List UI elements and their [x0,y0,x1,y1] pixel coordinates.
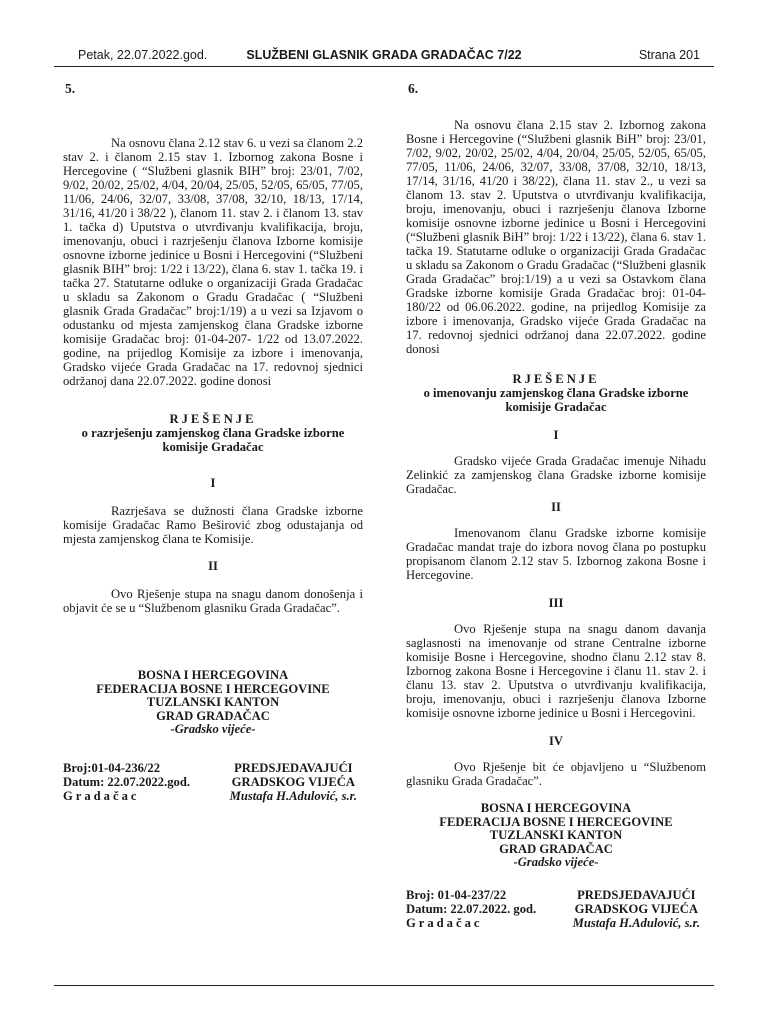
decision-subtitle: o razrješenju zamjenskog člana Gradske izborne komisije Gradačac [81,426,345,454]
decision-date: Datum: 22.07.2022.god. [63,774,190,789]
issue-date: Petak, 22.07.2022.god. [78,48,208,62]
authority-line: BOSNA I HERCEGOVINA [137,668,289,682]
section-text: Ovo Rješenje stupa na snagu danom davanja saglasnosti na imenovanje od strane Centralne izborne komisije Bosne i Hercegovine, shodno članu 2.12 stav 8. Izbornog zakona Bosne i Hercegovine i članu 11. stav 2. i članu 13. stav 2. Uputstva o utvrđivanju kvalifikacija, broju, imenovanju, obuci i razrješenju članova Izborne komisije osnovne izborne jedinice u Bosni i Hercegovini. [406,622,706,720]
page-header [54,44,714,67]
authority-line: -Gradsko vijeće- [170,722,256,736]
section-text: Ovo Rješenje bit će objavljeno u “Službenom glasniku Grada Gradačac”. [406,760,706,788]
decision-date: Datum: 22.07.2022. god. [406,901,537,916]
place: Gradačac [406,915,483,930]
section-heading: I [553,428,559,442]
signatory-title: GRADSKOG VIJEĆA [231,774,355,789]
page-number: Strana 201 [638,48,700,62]
decision-6 [406,82,706,932]
section-text: Imenovanom članu Gradske izborne komisije Gradačac mandat traje do izbora novog člana po postupku propisanom članom 2.12 stav 5. Izbornog zakona Bosne i Hercegovine. [406,526,706,582]
publication-title: SLUŽBENI GLASNIK GRADA GRADAČAC 7/22 [246,48,522,62]
section-text: Gradsko vijeće Grada Gradačac imenuje Nihadu Zelinkić za zamjenskog člana Gradske izborne komisije Gradačac. [406,454,706,496]
signatory-name: Mustafa H.Adulović, s.r. [572,915,700,930]
signatory-title: GRADSKOG VIJEĆA [574,901,698,916]
signature-block [63,761,363,805]
issuing-authority [63,669,363,737]
signatory-title: PREDSJEDAVAJUĆI [577,887,696,902]
decision-number: 6. [408,81,419,96]
issuing-authority [406,802,706,870]
authority-line: FEDERACIJA BOSNE I HERCEGOVINE [439,814,673,829]
reference-number: Broj: 01-04-237/22 [406,887,507,902]
authority-line: GRAD GRADAČAC [499,841,613,856]
authority-line: GRAD GRADAČAC [156,708,270,723]
reference-number: Broj:01-04-236/22 [63,760,161,775]
signature-block [406,888,706,932]
section-heading: I [210,476,216,490]
authority-line: -Gradsko vijeće- [513,855,599,869]
preamble: Na osnovu člana 2.12 stav 6. u vezi sa članom 2.2 stav 2. i članom 2.15 stav 1. Izbornog zakona Bosne i Hercegovine ( “Službeni glasnik BIH” broj: 23/01, 7/02, 9/02, 20/02, 25/02, 4/04, 20/04, 25/05, 52/05, 65/05, 77/05, 11/06, 24/06, 32/07, 33/08, 37/08, 32/10, 18/13, 17/14, 31/16, 41/20 i 38/22 ), članom 11. stav 2. i članom 13. stav 1. tačka d) Uputstva o utvrđivanju kvalifikacija, broju, imenovanju, obuci i razrješenju članova Izborne komisije osnovne izborne jedinice u Bosni i Hercegovini (“Službeni glasnik BIH” broj: 1/22 i 13/22), člana 6. stav 1. tačka 19. i tačka 27. Statutarne odluke o organizaciji Grada Gradačac u skladu sa Zakonom o Gradu Gradačac ( “Službeni glasnik Grada Gradačac” broj:1/19) a u vezi sa Izjavom o odustanku od mjesta zamjenskog člana Gradske izborne komisije Gradačac broj: 01-04-207- 1/22 od 13.07.2022. godine, na prijedlog Komisije za izbore i imenovanja, Gradsko vijeće Grada Gradačac na 17. redovnoj sjednici održanoj dana 22.07.2022. godine donosi [63,136,363,388]
decision-number: 5. [65,81,76,96]
section-heading: II [551,500,561,514]
footer-rule [54,985,714,986]
authority-line: TUZLANSKI KANTON [489,828,623,842]
authority-line: FEDERACIJA BOSNE I HERCEGOVINE [96,681,330,696]
section-heading: II [208,559,218,573]
section-text: Razrješava se dužnosti člana Gradske izborne komisije Gradačac Ramo Beširović zbog odustajanja od mjesta zamjenskog člana te Komisije. [63,504,363,546]
section-text: Ovo Rješenje stupa na snagu danom donošenja i objavit će se u “Službenom glasniku Grada Gradačac”. [63,587,363,615]
signatory-title: PREDSJEDAVAJUĆI [234,760,353,775]
place: Gradačac [63,788,140,803]
authority-line: TUZLANSKI KANTON [146,695,280,709]
signatory-name: Mustafa H.Adulović, s.r. [229,788,357,803]
decision-5 [63,82,363,805]
section-heading: III [548,596,564,610]
decision-title: RJEŠENJE [512,372,600,386]
section-heading: IV [549,734,563,748]
decision-subtitle: o imenovanju zamjenskog člana Gradske izborne komisije Gradačac [423,386,689,414]
decision-title: RJEŠENJE [169,412,257,426]
authority-line: BOSNA I HERCEGOVINA [480,801,632,815]
preamble: Na osnovu člana 2.15 stav 2. Izbornog zakona Bosne i Hercegovine (“Službeni glasnik BiH” broj: 23/01, 7/02, 9/02, 20/02, 25/02, 4/04, 20/04, 25/05, 52/05, 65/05, 77/05, 11/06, 24/06, 32/07, 33/08, 37/08, 32/10, 18/13, 17/14, 31/16, 41/20 i 38/22), člana 11. stav 2., u vezi sa članom 13. stav 2. Uputstva o utvrđivanju kvalifikacija, broju, imenovanju, obuci i razrješenju članova Izborne komisije osnovne izborne jedinice u Bosni i Hercegovini (“Službeni glasnik BiH” broj: 1/22 i 13/22), člana 6. stav 1. tačka 19. Statutarne odluke o organizaciji Grada Gradačac u skladu sa Zakonom o Gradu Gradačac (“Službeni glasnik Grada Gradačac” broj:1/19) a u vezi sa Ostavkom člana Gradske izborne komisije Grada Gradačac broj: 01-04- 180/22 od 06.06.2022. godine, na prijedlog Komisije za izbore i imenovanja, Gradsko vijeće Grada Gradačac na 17. redovnoj sjednici održanoj dana 22.07.2022. godine donosi [406,118,706,356]
